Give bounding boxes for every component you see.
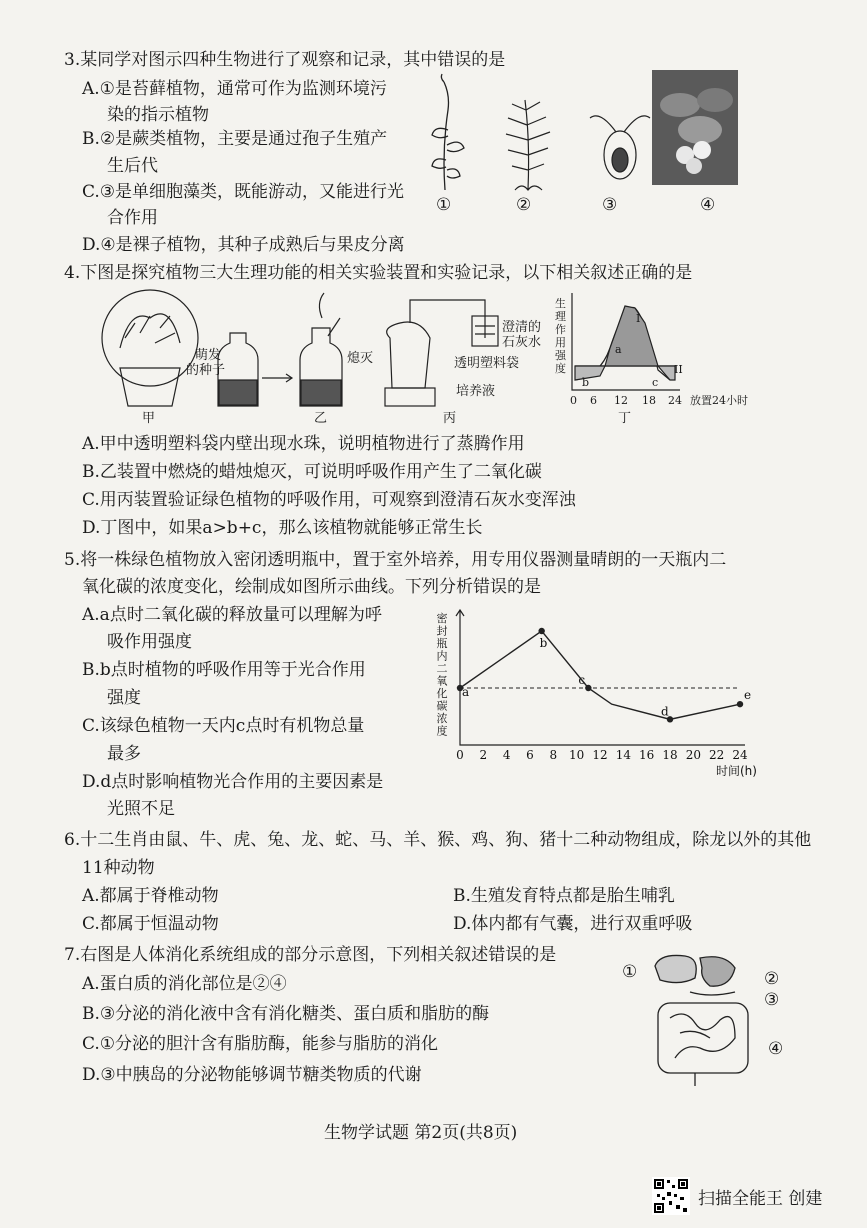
chart-y-label-char: 度 — [436, 724, 448, 738]
chart-axes — [456, 610, 745, 745]
q7-stem: 7.右图是人体消化系统组成的部分示意图，下列相关叙述错误的是 — [64, 945, 557, 965]
q4-option-b: B.乙装置中燃烧的蜡烛熄灭，可说明呼吸作用产生了二氧化碳 — [82, 462, 542, 482]
ding-ylabel-3: 作 — [555, 323, 566, 336]
q3-organisms-figure — [420, 70, 740, 220]
chart-y-label-char: 二 — [436, 662, 448, 675]
chart-points — [457, 628, 751, 723]
ding-curve-ii: II — [674, 363, 683, 376]
chart-x-tick-label: 2 — [479, 748, 488, 762]
q4-option-a: A.甲中透明塑料袋内壁出现水珠，说明植物进行了蒸腾作用 — [82, 434, 525, 454]
q7-fig-label-2: ② — [764, 969, 780, 989]
chart-x-tick-label: 4 — [502, 748, 511, 762]
q3-option-c-cont: 合作用 — [107, 208, 158, 228]
q7-option-c: C.①分泌的胆汁含有脂肪酶，能参与脂肪的消化 — [82, 1034, 439, 1054]
chart-point-c — [585, 685, 591, 691]
ginkgo-photo — [652, 70, 738, 185]
q7-fig-label-3: ③ — [764, 990, 780, 1010]
setup-yi-seed-bottles — [218, 293, 342, 406]
setup-jia-bagged-plant — [102, 290, 198, 406]
ding-ylabel-4: 用 — [555, 336, 566, 349]
ding-area-a: a — [615, 343, 622, 356]
fig-caption-ding: 丁 — [618, 411, 632, 426]
page-footer: 生物学试题 第2页(共8页) — [324, 1123, 518, 1143]
q5-option-c: C.该绿色植物一天内c点时有机物总量 — [82, 716, 365, 736]
chart-y-label-char: 浓 — [436, 712, 448, 725]
chart-y-label-char: 密 — [436, 612, 448, 625]
chart-y-label-char: 碳 — [436, 699, 448, 713]
chart-x-tick-label: 6 — [526, 748, 534, 762]
ding-tick-18: 18 — [642, 394, 656, 407]
chart-y-label-char: 化 — [436, 687, 448, 700]
chart-x-tick-label: 8 — [549, 748, 558, 762]
q6-option-a: A.都属于脊椎动物 — [82, 886, 219, 906]
ding-x-axis-label: 放置24小时 — [690, 394, 748, 407]
q7-option-d: D.③中胰岛的分泌物能够调节糖类物质的代谢 — [82, 1065, 422, 1085]
ding-area-c: c — [652, 376, 659, 389]
q3-option-b: B.②是蕨类植物，主要是通过孢子生殖产 — [82, 129, 388, 149]
ding-tick-0: 0 — [570, 394, 577, 407]
q3-option-a-cont: 染的指示植物 — [107, 105, 209, 125]
q7-fig-label-1: ① — [622, 962, 638, 982]
q3-option-d: D.④是裸子植物，其种子成熟后与果皮分离 — [82, 235, 405, 255]
fig-caption-bing: 丙 — [443, 411, 457, 426]
q4-option-c: C.用丙装置验证绿色植物的呼吸作用，可观察到澄清石灰水变浑浊 — [82, 490, 576, 510]
fig-caption-yi: 乙 — [314, 411, 328, 426]
chlamydomonas-illustration — [590, 116, 650, 179]
chart-x-tick-label: 16 — [639, 748, 655, 762]
chart-x-tick-label: 22 — [709, 748, 725, 762]
q4-option-d: D.丁图中，如果a>b+c，那么该植物就能够正常生长 — [82, 518, 483, 538]
fern-illustration — [506, 100, 550, 190]
ding-ylabel-1: 生 — [555, 297, 566, 310]
label-germinating: 萌发 — [195, 348, 222, 363]
q7-option-b: B.③分泌的消化液中含有消化糖类、蛋白质和脂肪的酶 — [82, 1004, 490, 1024]
scanner-watermark: 扫描全能王 创建 — [698, 1189, 823, 1209]
chart-x-tick-label: 20 — [685, 748, 701, 762]
ding-tick-12: 12 — [614, 394, 628, 407]
label-seeds: 的种子 — [186, 363, 226, 378]
chart-axis-lines — [460, 610, 745, 745]
chart-y-label — [437, 611, 448, 738]
chart-series-polyline — [460, 631, 740, 719]
q5-option-d-cont: 光照不足 — [107, 799, 175, 819]
q3-option-a: A.①是苔藓植物，通常可作为监测环境污 — [82, 79, 387, 99]
label-culture-solution: 培养液 — [456, 384, 496, 399]
chart-y-label-char: 内 — [436, 649, 448, 663]
chart-point-label-e: e — [744, 688, 752, 703]
q3-option-c: C.③是单细胞藻类，既能游动，又能进行光 — [82, 182, 405, 202]
q3-fig-label-2: ② — [516, 195, 532, 215]
q6-option-d: D.体内都有气囊，进行双重呼吸 — [453, 914, 693, 934]
qr-code-icon — [652, 1177, 690, 1215]
q5-option-c-cont: 最多 — [107, 744, 141, 764]
chart-x-tick-label: 24 — [732, 748, 748, 762]
moss-illustration — [432, 74, 464, 190]
q5-stem-line2: 氧化碳的浓度变化，绘制成如图所示曲线。下列分析错误的是 — [82, 577, 541, 597]
q5-option-a: A.a点时二氧化碳的释放量可以理解为呼 — [82, 605, 382, 625]
chart-series-line — [460, 631, 740, 719]
chart-point-label-a: a — [462, 685, 470, 699]
chart-point-e — [737, 701, 743, 707]
ding-ylabel-5: 强 — [555, 349, 566, 362]
q6-stem-line1: 6.十二生肖由鼠、牛、虎、兔、龙、蛇、马、羊、猴、鸡、狗、猪十二种动物组成，除龙以外的其他 — [64, 830, 812, 850]
chart-x-tick-label: 18 — [662, 748, 678, 762]
q3-option-b-cont: 生后代 — [107, 156, 158, 176]
digestive-system-figure — [640, 948, 780, 1088]
q6-option-c: C.都属于恒温动物 — [82, 914, 219, 934]
ding-tick-6: 6 — [590, 394, 597, 407]
q5-option-d: D.d点时影响植物光合作用的主要因素是 — [82, 772, 384, 792]
ding-curve-i: I — [636, 312, 641, 325]
chart-tick-labels — [456, 748, 748, 762]
label-limewater-1: 澄清的 — [502, 320, 542, 335]
label-plastic-bag: 透明塑料袋 — [454, 356, 520, 371]
q3-fig-label-4: ④ — [700, 195, 716, 215]
fig-caption-jia: 甲 — [142, 411, 156, 426]
chart-x-tick-label: 10 — [569, 748, 585, 762]
label-limewater-2: 石灰水 — [502, 335, 542, 350]
q6-option-b: B.生殖发育特点都是胎生哺乳 — [453, 886, 675, 906]
q4-experiment-figure — [80, 288, 780, 428]
q5-option-a-cont: 吸作用强度 — [107, 632, 192, 652]
q4-stem: 4.下图是探究植物三大生理功能的相关实验装置和实验记录，以下相关叙述正确的是 — [64, 263, 693, 283]
q3-fig-label-1: ① — [436, 195, 452, 215]
q5-stem-line1: 5.将一株绿色植物放入密闭透明瓶中，置于室外培养，用专用仪器测量晴朗的一天瓶内二 — [64, 550, 727, 570]
chart-point-label-d: d — [661, 704, 669, 719]
q7-option-a: A.蛋白质的消化部位是②④ — [82, 974, 287, 994]
q3-fig-label-3: ③ — [602, 195, 618, 215]
chart-y-label-char: 瓶 — [436, 637, 448, 650]
q7-fig-label-4: ④ — [768, 1039, 784, 1059]
chart-point-label-c: c — [578, 673, 586, 687]
label-extinguished: 熄灭 — [347, 351, 374, 366]
q6-stem-line2: 11种动物 — [82, 858, 155, 878]
chart-x-tick-label: 14 — [615, 748, 631, 762]
ding-ylabel-6: 度 — [555, 362, 566, 375]
co2-concentration-chart — [430, 600, 757, 785]
chart-y-label-char: 封 — [436, 624, 448, 638]
ding-ylabel-2: 理 — [555, 310, 566, 323]
q5-option-b-cont: 强度 — [107, 688, 141, 708]
chart-x-tick-label: 12 — [592, 748, 608, 762]
chart-x-tick-label: 0 — [456, 748, 464, 762]
chart-point-b — [538, 628, 544, 634]
q3-stem: 3.某同学对图示四种生物进行了观察和记录，其中错误的是 — [64, 50, 506, 70]
ding-tick-24: 24 — [668, 394, 682, 407]
chart-x-label — [716, 763, 757, 778]
q5-option-b: B.b点时植物的呼吸作用等于光合作用 — [82, 660, 366, 680]
chart-point-label-b: b — [539, 636, 548, 650]
ding-area-b: b — [582, 376, 590, 389]
chart-y-label-char: 氧 — [436, 674, 448, 688]
chart-x-axis-title: 时间(h) — [716, 764, 757, 778]
